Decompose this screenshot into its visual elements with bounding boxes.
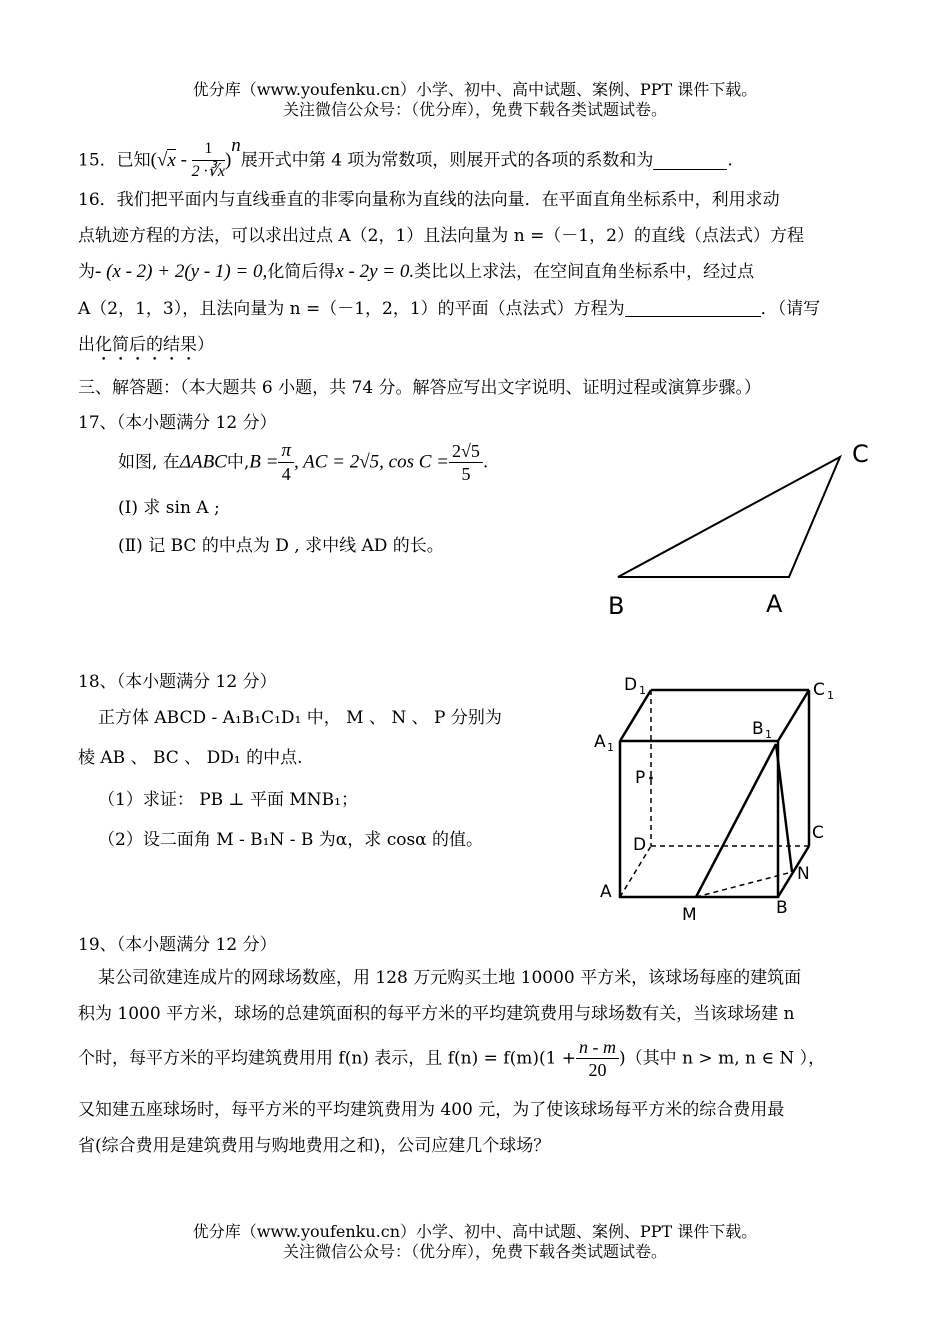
q16-line3-suffix: 类比以上求法，在空间直角坐标系中，经过点 xyxy=(414,262,755,282)
q19-line-1: 某公司欲建连成片的网球场数座，用 128 万元购买土地 10000 平方米，该球场每座的建筑面 xyxy=(98,968,802,988)
q19-line-3 xyxy=(78,1036,825,1090)
label-d1-sub: 1 xyxy=(639,684,646,697)
q16-line3-mid: 化简后得 xyxy=(267,262,336,282)
label-b: B xyxy=(608,592,625,620)
q18-part-2: （2）设二面角 M - B₁N - B 为α，求 cosα 的值。 xyxy=(98,830,484,850)
q18-line-2: 棱 AB 、 BC 、 DD₁ 的中点. xyxy=(78,748,303,768)
q17-b-den: 4 xyxy=(281,464,291,484)
q16-line-2: 点轨迹方程的方法，可以求出过点 A（2，1）且法向量为 n =（－1，2）的直线（点法式）方程 xyxy=(78,226,804,246)
label-d1: D xyxy=(624,675,638,695)
q15-close-paren: ) xyxy=(224,149,232,171)
q17-b-eq: B = xyxy=(249,451,279,473)
q17-title: 17、（本小题满分 12 分） xyxy=(78,413,277,433)
section-3-heading: 三、解答题：（本大题共 6 小题，共 74 分。解答应写出文字说明、证明过程或演算步骤。） xyxy=(78,378,762,398)
q15-fraction xyxy=(192,138,225,183)
q15-answer-blank xyxy=(653,151,727,170)
q19-frac-num: n - m xyxy=(576,1036,619,1059)
q16-equation-1: - (x - 2) + 2(y - 1) = 0, xyxy=(95,261,268,282)
q17-statement xyxy=(118,440,488,494)
q15-number: 15．已知 xyxy=(78,150,151,171)
q19-line3-prefix: 个时，每平方米的平均建筑费用用 f(n) 表示，且 f(n) = f(m)(1 + xyxy=(78,1048,577,1069)
q18-line-1: 正方体 ABCD - A₁B₁C₁D₁ 中， M 、 N 、 P 分别为 xyxy=(98,708,502,728)
q17-c-fraction xyxy=(449,440,483,485)
q18-title: 18、（本小题满分 12 分） xyxy=(78,672,277,692)
q17-c-den: 5 xyxy=(461,464,471,484)
q19-line-5: 省(综合费用是建筑费用与购地费用之和)，公司应建几个球场？ xyxy=(78,1136,551,1156)
front-face xyxy=(620,741,778,897)
header-line-2: 关注微信公众号：（优分库），免费下载各类试题试卷。 xyxy=(282,100,667,119)
q16-answer-blank xyxy=(625,298,761,317)
q15-sqrt-symbol: √ xyxy=(156,149,168,171)
q16-line4-text: A（2，1，3），且法向量为 n =（－1，2，1）的平面（点法式）方程为 xyxy=(78,299,625,319)
q17-part-2: (Ⅱ) 记 BC 的中点为 D , 求中线 AD 的长。 xyxy=(118,536,444,556)
triangle-abc xyxy=(618,457,840,577)
q15-text: 展开式中第 4 项为常数项，则展开式的各项的系数和为 xyxy=(240,150,654,171)
label-b1: B xyxy=(752,719,764,739)
q15-frac-den: 2 ·∛x xyxy=(191,163,225,180)
label-a: A xyxy=(600,882,612,902)
label-d: D xyxy=(633,835,647,855)
q16-line4-end: ．（请写 xyxy=(760,299,821,319)
triangle-figure xyxy=(590,430,890,625)
point-p xyxy=(649,776,653,780)
q17-b-fraction xyxy=(278,440,294,485)
q17-ac: , AC = 2√5, cos C = xyxy=(293,451,449,473)
q19-line-2: 积为 1000 平方米，球场的总建筑面积的每平方米的平均建筑费用与球场数有关，当该球场建 n xyxy=(78,1004,795,1024)
label-n: N xyxy=(797,864,810,884)
label-a: A xyxy=(766,590,783,618)
label-c1-sub: 1 xyxy=(827,689,834,702)
q17-c-end: . xyxy=(482,452,489,473)
q16-line-1: 16．我们把平面内与直线垂直的非零向量称为直线的法向量．在平面直角坐标系中，利用求动 xyxy=(78,190,780,210)
q16-line-3 xyxy=(78,260,754,284)
q19-line-4: 又知建五座球场时，每平方米的平均建筑费用为 400 元，为了使该球场每平方米的综合费用最 xyxy=(78,1100,785,1120)
label-p: P xyxy=(635,768,646,788)
q16-line-4 xyxy=(78,297,820,321)
edge-a1d1 xyxy=(620,690,651,741)
label-m: M xyxy=(682,905,697,925)
q18-part-1: （1）求证： PB ⊥ 平面 MNB₁； xyxy=(98,790,358,810)
footer-line-1: 优分库（www.youfenku.cn）小学、初中、高中试题、案例、PPT 课件下载。 xyxy=(192,1222,758,1241)
q17-intro: 如图, 在 xyxy=(118,452,180,473)
segment-mb1 xyxy=(696,744,776,897)
q15-end: . xyxy=(727,150,733,171)
footer-line-2: 关注微信公众号：（优分库），免费下载各类试题试卷。 xyxy=(282,1242,667,1261)
label-b: B xyxy=(776,898,788,918)
q19-fraction xyxy=(576,1036,619,1081)
q19-title: 19、（本小题满分 12 分） xyxy=(78,935,277,955)
q15-open-paren: ( xyxy=(150,149,157,171)
label-c: C xyxy=(812,823,824,843)
q16-line-5 xyxy=(78,333,214,365)
label-b1-sub: 1 xyxy=(765,728,772,741)
q17-part-1: (Ⅰ) 求 sin A ; xyxy=(118,498,220,518)
q19-line3-suffix: )（其中 n > m, n ∈ N ）， xyxy=(619,1048,826,1069)
q17-mid: 中, xyxy=(226,452,250,473)
q19-frac-den: 20 xyxy=(588,1060,607,1080)
edge-b1c1 xyxy=(778,690,809,741)
q17-b-num: π xyxy=(278,440,294,463)
label-c: C xyxy=(852,440,869,468)
q16-line3-prefix: 为 xyxy=(78,262,95,282)
q16-line5-end: ） xyxy=(197,335,214,355)
q15-sqrt-x: x xyxy=(167,149,176,171)
cube-figure xyxy=(590,670,850,930)
q15-minus: - xyxy=(175,149,192,171)
label-a1: A xyxy=(594,732,606,752)
q16-equation-2: x - 2y = 0. xyxy=(335,261,415,282)
question-15 xyxy=(78,134,733,178)
label-c1: C xyxy=(813,680,825,700)
q17-c-num: 2√5 xyxy=(449,440,483,463)
q16-emphasis-text: 化简后的结果 xyxy=(95,335,197,355)
q16-line5-prefix: 出 xyxy=(78,335,95,355)
q15-exponent: n xyxy=(231,135,241,156)
label-a1-sub: 1 xyxy=(607,741,614,754)
q15-frac-num: 1 xyxy=(192,138,225,161)
q17-triangle: ΔABC xyxy=(179,451,227,473)
header-line-1: 优分库（www.youfenku.cn）小学、初中、高中试题、案例、PPT 课件下载。 xyxy=(192,80,758,99)
